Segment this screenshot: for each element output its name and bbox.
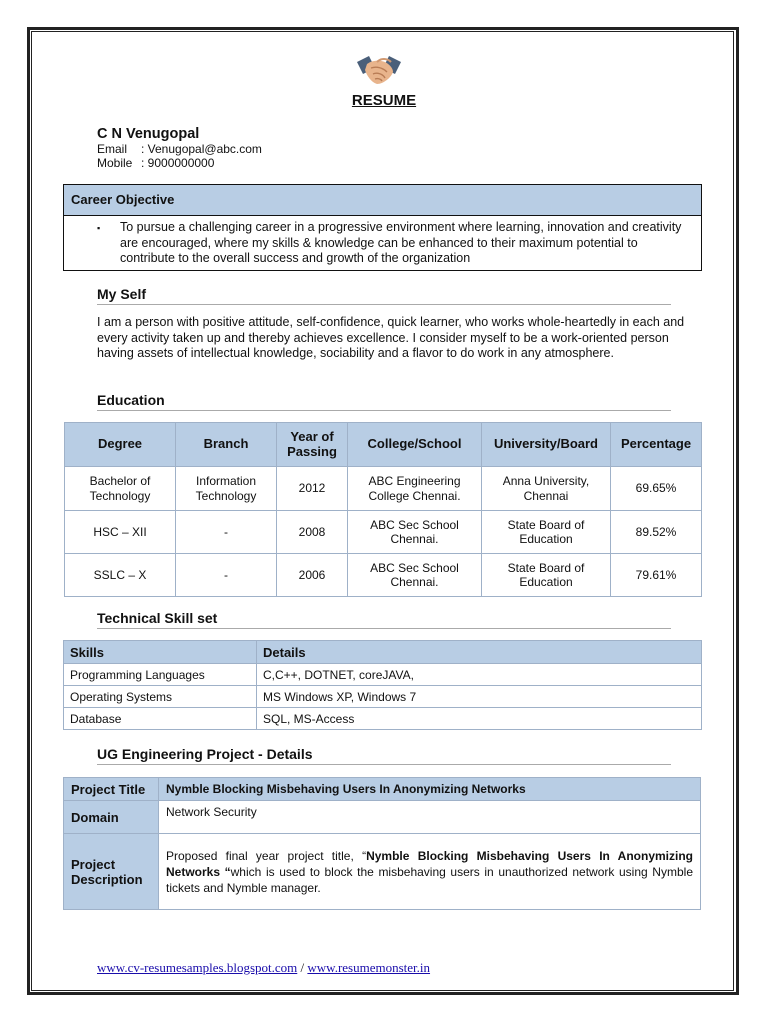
table-cell: Database xyxy=(64,708,257,730)
table-cell: 2012 xyxy=(277,467,348,511)
table-row xyxy=(64,664,702,686)
email-value: : Venugopal@abc.com xyxy=(141,142,262,156)
myself-text: I am a person with positive attitude, self-confidence, quick learner, who works whole-heartedly in each and every activity taken up and thereby achieves excellence. I consider myself to be a work-oriented person having assets of intellectual knowledge, sociability and a flavor to do work in any atmosphere. xyxy=(97,315,685,360)
description-prefix: Proposed final year project title, “ xyxy=(166,848,367,863)
handshake-icon xyxy=(355,50,403,90)
table-cell: C,C++, DOTNET, coreJAVA, xyxy=(257,664,702,686)
table-cell: State Board of Education xyxy=(482,554,611,597)
project-table xyxy=(63,777,701,910)
project-description-label: Project Description xyxy=(64,834,159,910)
table-row xyxy=(65,554,702,597)
project-divider xyxy=(97,764,671,765)
table-cell: 79.61% xyxy=(611,554,702,597)
column-header: Branch xyxy=(176,423,277,467)
column-header: University/Board xyxy=(482,423,611,467)
table-cell: Anna University, Chennai xyxy=(482,467,611,511)
table-cell: 2006 xyxy=(277,554,348,597)
education-heading: Education xyxy=(97,392,165,408)
description-bold: Nymble Blocking Misbehaving Users In Anonymizing Networks “ xyxy=(166,848,693,879)
project-title-label: Project Title xyxy=(64,778,159,801)
table-cell: State Board of Education xyxy=(482,511,611,554)
project-description-value xyxy=(159,834,701,910)
table-cell: SSLC – X xyxy=(65,554,176,597)
skills-header-row xyxy=(64,641,702,664)
career-objective-body xyxy=(64,216,701,267)
table-cell: Bachelor of Technology xyxy=(65,467,176,511)
project-domain-value: Network Security xyxy=(159,801,701,834)
table-row xyxy=(64,686,702,708)
table-cell: MS Windows XP, Windows 7 xyxy=(257,686,702,708)
footer-link-resumemonster[interactable]: www.resumemonster.in xyxy=(307,960,431,975)
table-cell: ABC Engineering College Chennai. xyxy=(348,467,482,511)
career-objective-text: To pursue a challenging career in a progressive environment where learning, innovation and creativity are encouraged, where my skills & knowledge can be enhanced to their maximum potential to contribute to the overall success and growth of the organization xyxy=(120,220,682,265)
table-cell: ABC Sec School Chennai. xyxy=(348,511,482,554)
column-header: Year of Passing xyxy=(277,423,348,467)
myself-heading: My Self xyxy=(97,286,147,302)
table-row xyxy=(64,708,702,730)
bullet-icon: ▪ xyxy=(97,223,101,233)
column-header: Skills xyxy=(64,641,257,664)
career-objective-heading: Career Objective xyxy=(64,185,701,216)
skills-divider xyxy=(97,628,671,629)
description-suffix: which is used to block the misbehaving users in unauthorized network using Nymble tickets and Nymble manager. xyxy=(166,864,693,895)
footer-link-cv-resumesamples[interactable]: www.cv-resumesamples.blogspot.com xyxy=(97,960,298,975)
email-label: Email xyxy=(97,142,128,156)
table-cell: - xyxy=(176,511,277,554)
email-line xyxy=(97,142,262,156)
column-header: Percentage xyxy=(611,423,702,467)
table-cell: Operating Systems xyxy=(64,686,257,708)
table-cell: - xyxy=(176,554,277,597)
table-cell: Information Technology xyxy=(176,467,277,511)
project-title-value: Nymble Blocking Misbehaving Users In Anonymizing Networks xyxy=(159,778,701,801)
table-cell: 89.52% xyxy=(611,511,702,554)
project-description-row xyxy=(64,834,701,910)
footer-separator: / xyxy=(297,960,308,975)
column-header: Degree xyxy=(65,423,176,467)
skills-heading: Technical Skill set xyxy=(97,610,218,626)
education-header-row xyxy=(65,423,702,467)
column-header: Details xyxy=(257,641,702,664)
mobile-label: Mobile xyxy=(97,156,133,170)
table-cell: 69.65% xyxy=(611,467,702,511)
project-heading: UG Engineering Project - Details xyxy=(97,746,313,762)
table-cell: 2008 xyxy=(277,511,348,554)
project-domain-label: Domain xyxy=(64,801,159,834)
table-cell: SQL, MS-Access xyxy=(257,708,702,730)
candidate-name: C N Venugopal xyxy=(97,126,200,142)
education-divider xyxy=(97,410,671,411)
mobile-value: : 9000000000 xyxy=(141,156,215,170)
table-cell: ABC Sec School Chennai. xyxy=(348,554,482,597)
table-row xyxy=(65,467,702,511)
education-table xyxy=(64,422,702,597)
table-cell: HSC – XII xyxy=(65,511,176,554)
project-title-row xyxy=(64,778,701,801)
myself-divider xyxy=(97,304,671,305)
footer-links xyxy=(97,960,430,976)
resume-heading: RESUME xyxy=(351,92,417,109)
project-domain-row xyxy=(64,801,701,834)
column-header: College/School xyxy=(348,423,482,467)
skills-table xyxy=(63,640,702,730)
table-row xyxy=(65,511,702,554)
career-objective-box xyxy=(63,184,702,271)
table-cell: Programming Languages xyxy=(64,664,257,686)
mobile-line xyxy=(97,156,214,170)
